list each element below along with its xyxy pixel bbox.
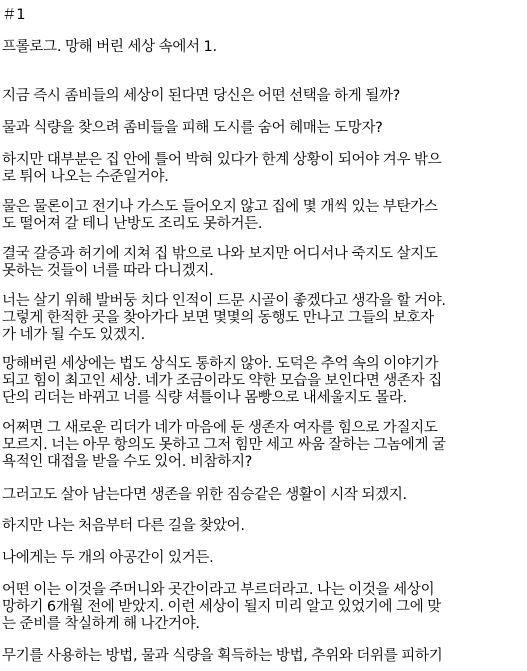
text-line: 결국 갈증과 허기에 지쳐 집 밖으로 나와 보지만 어디서나 죽지도 살지도	[2, 246, 438, 262]
text-line: 지금 즉시 좀비들의 세상이 된다면 당신은 어떤 선택을 하게 될까?	[2, 88, 401, 104]
text-line: 어쩌면 그 새로운 리더가 네가 마음에 둔 생존자 여자를 힘으로 가질지도	[2, 420, 438, 436]
text-line: 망하기 6개월 전에 받았지. 이런 세상이 될지 미리 알고 있었기에 그에 맞	[2, 599, 441, 615]
text-line: 어떤 이는 이것을 주머니와 곳간이라고 부르더라고. 나는 이것을 세상이	[2, 582, 435, 598]
text-line: 가 네가 될 수도 있겠지.	[2, 327, 145, 343]
text-line: 망해버린 세상에는 법도 상식도 통하지 않아. 도덕은 추억 속의 이야기가	[2, 356, 439, 372]
text-line: 되고 힘이 최고인 세상. 네가 조금이라도 약한 모습을 보인다면 생존자 집	[2, 373, 442, 389]
chapter-number: ＃1	[2, 7, 26, 23]
text-line: 모르지. 너는 아무 항의도 못하고 그저 힘만 세고 싸움 잘하는 그놈에게 굴	[2, 437, 446, 453]
text-line: 는 준비를 착실하게 해 나간거야.	[2, 616, 200, 632]
chapter-title: 프롤로그. 망해 버린 세상 속에서 1.	[2, 39, 217, 55]
text-line: 무기를 사용하는 방법, 물과 식량을 획득하는 방법, 추위와 더위를 피하기	[2, 648, 443, 664]
text-line: 물과 식량을 찾으려 좀비들을 피해 도시를 숨어 헤매는 도망자?	[2, 120, 383, 136]
text-line: 도 떨어져 갈 테니 난방도 조리도 못하거든.	[2, 216, 263, 232]
text-line: 하지만 나는 처음부터 다른 길을 찾았어.	[2, 518, 245, 534]
text-line: 하지만 대부분은 집 안에 틀어 박혀 있다가 한계 상황이 되어야 겨우 밖으	[2, 152, 442, 168]
text-line: 단의 리더는 바뀌고 너를 식량 셔틀이나 몸빵으로 내세울지도 몰라.	[2, 390, 407, 406]
text-line: 그러고도 살아 남는다면 생존을 위한 짐승같은 생활이 시작 되겠지.	[2, 487, 407, 503]
text-line: 못하는 것들이 너를 따라 다니겠지.	[2, 263, 214, 279]
text-line: 욕적인 대접을 받을 수도 있어. 비참하지?	[2, 454, 253, 470]
text-line: 로 튀어 나오는 수준일거야.	[2, 169, 169, 185]
text-line: 나에게는 두 개의 아공간이 있거든.	[2, 550, 214, 566]
text-line: 너는 살기 위해 발버둥 치다 인적이 드문 시골이 좋겠다고 생각을 할 거야.	[2, 293, 446, 309]
text-line: 물은 물론이고 전기나 가스도 들어오지 않고 집에 몇 개씩 있는 부탄가스	[2, 199, 438, 215]
text-line: 그렇게 한적한 곳을 찾아가다 보면 몇몇의 동행도 만나고 그들의 보호자	[2, 310, 434, 326]
